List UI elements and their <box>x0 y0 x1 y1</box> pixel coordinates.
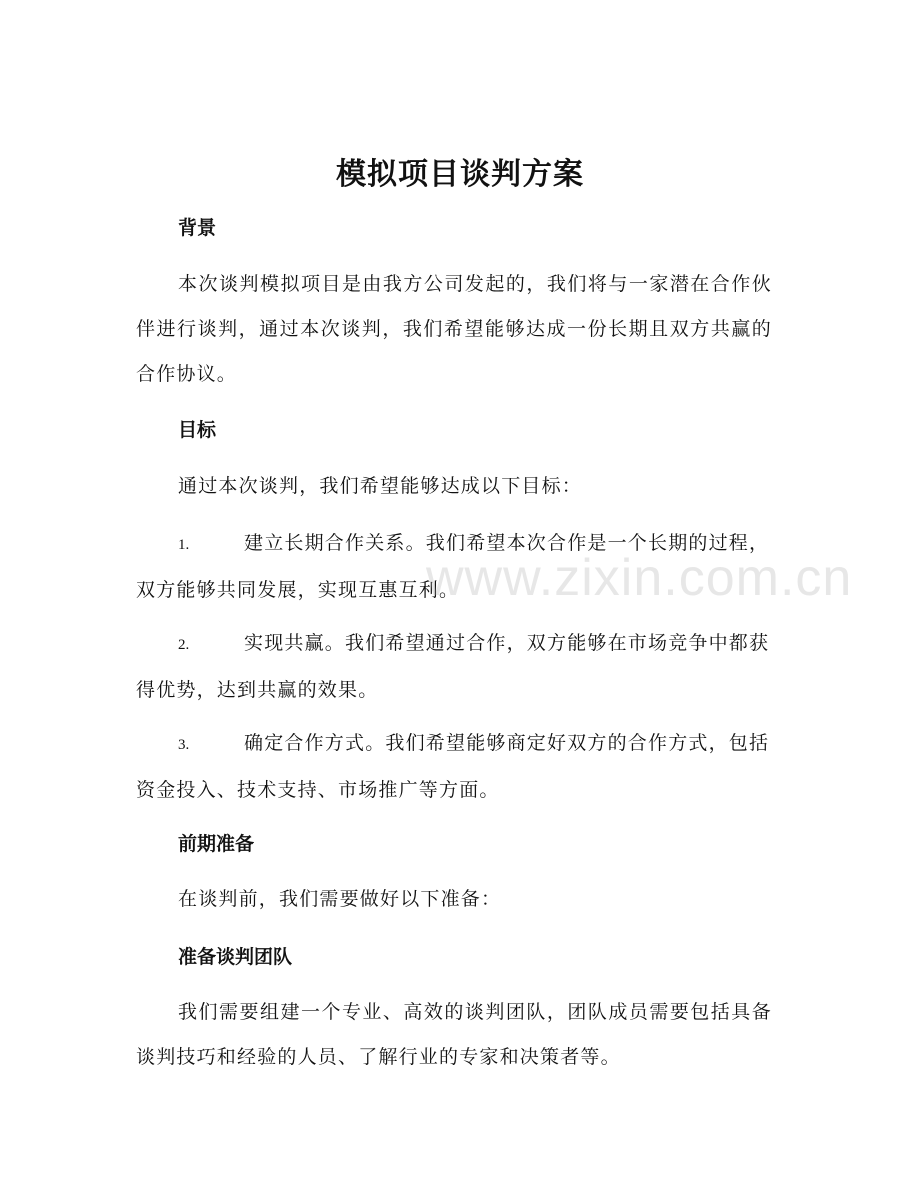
list-item-text: 确定合作方式。我们希望能够商定好双方的合作方式，包括资金投入、技术支持、市场推广等方面。 <box>136 732 770 801</box>
paragraph-background: 本次谈判模拟项目是由我方公司发起的，我们将与一家潜在合作伙伴进行谈判，通过本次谈判，我们希望能够达成一份长期且双方共赢的合作协议。 <box>136 273 772 385</box>
list-item-goal-3 <box>136 721 772 813</box>
heading-goals: 目标 <box>178 419 217 441</box>
list-item-text: 实现共赢。我们希望通过合作，双方能够在市场竞争中都获得优势，达到共赢的效果。 <box>136 632 770 701</box>
paragraph-goals-intro: 通过本次谈判，我们希望能够达成以下目标： <box>178 475 583 497</box>
document-title: 模拟项目谈判方案 <box>336 157 584 192</box>
list-number: 1. <box>178 537 190 553</box>
paragraph-team: 我们需要组建一个专业、高效的谈判团队，团队成员需要包括具备谈判技巧和经验的人员、了解行业的专家和决策者等。 <box>136 1001 772 1068</box>
heading-preparation: 前期准备 <box>178 833 255 855</box>
list-item-goal-2 <box>136 621 772 713</box>
list-item-text: 建立长期合作关系。我们希望本次合作是一个长期的过程，双方能够共同发展，实现互惠互利。 <box>136 532 770 601</box>
paragraph-preparation-intro: 在谈判前，我们需要做好以下准备： <box>178 888 502 910</box>
heading-team: 准备谈判团队 <box>178 946 293 968</box>
list-number: 3. <box>178 737 190 753</box>
watermark: www.zixin.com.cn <box>426 549 853 607</box>
heading-background: 背景 <box>178 217 217 239</box>
list-number: 2. <box>178 637 190 653</box>
